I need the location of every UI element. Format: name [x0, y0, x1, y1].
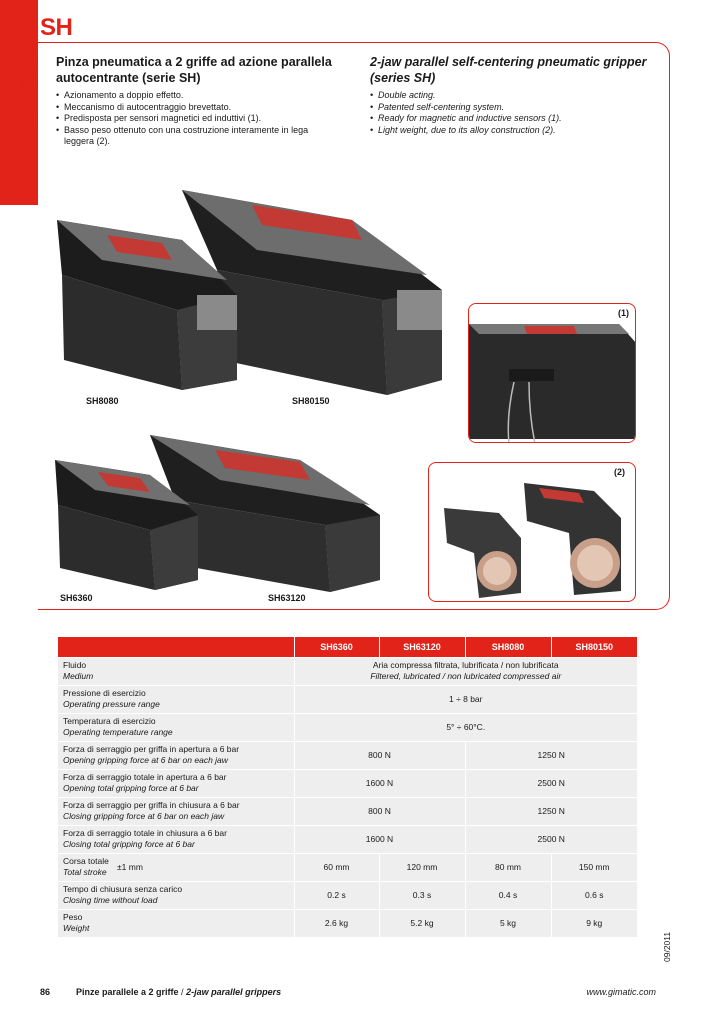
table-cell: 800 N: [294, 741, 465, 769]
row-label: [58, 853, 294, 881]
bullet-item: • Double acting.: [370, 90, 650, 102]
label-en: Opening gripping force at 6 bar on each jaw: [63, 755, 228, 765]
bullet-item: • Predisposta per sensori magnetici ed induttivi (1).: [56, 113, 336, 125]
row-label: [58, 657, 294, 685]
alloy-profile-illustration: [429, 463, 636, 602]
table-row: [58, 685, 637, 713]
label-en: Operating temperature range: [63, 727, 173, 737]
tolerance-note: ±1 mm: [117, 861, 143, 872]
table-cell: 2500 N: [465, 825, 637, 853]
intro-title-it: Pinza pneumatica a 2 griffe ad azione parallela autocentrante (serie SH): [56, 55, 332, 85]
label-en: Operating pressure range: [63, 699, 160, 709]
row-label: [58, 769, 294, 797]
label-it: Fluido: [63, 660, 87, 670]
table-cell: 5° ÷ 60°C.: [294, 713, 637, 741]
label-en: Closing time without load: [63, 895, 158, 905]
table-cell: 0.4 s: [465, 881, 551, 909]
table-cell: 150 mm: [551, 853, 637, 881]
table-row: [58, 881, 637, 909]
table-cell: 1250 N: [465, 797, 637, 825]
footer-separator: /: [178, 987, 187, 997]
table-row: [58, 825, 637, 853]
row-label: [58, 713, 294, 741]
table-cell: [294, 657, 637, 685]
bullet-list-it: [56, 90, 336, 148]
table-row: [58, 853, 637, 881]
label-it: Pressione di esercizio: [63, 688, 146, 698]
table-row: [58, 909, 637, 937]
table-cell: 1250 N: [465, 741, 637, 769]
table-cell: 60 mm: [294, 853, 379, 881]
footer-url[interactable]: www.gimatic.com: [586, 987, 656, 997]
sensor-illustration: [469, 304, 636, 443]
label-it: Temperatura di esercizio: [63, 716, 156, 726]
table-row: [58, 657, 637, 685]
label-it: Tempo di chiusura senza carico: [63, 884, 183, 894]
inset-number-2: (2): [614, 467, 625, 477]
table-cell: 0.2 s: [294, 881, 379, 909]
intro-english: [370, 54, 650, 136]
label-en: Weight: [63, 923, 90, 933]
table-row: [58, 769, 637, 797]
table-cell: 9 kg: [551, 909, 637, 937]
table-cell: 1 ÷ 8 bar: [294, 685, 637, 713]
label-en: Opening total gripping force at 6 bar: [63, 783, 199, 793]
label-it: Forza di serraggio totale in apertura a 6 bar: [63, 772, 227, 782]
row-label: [58, 685, 294, 713]
side-label-it: PINZE PNEUMATICHE: [18, 48, 27, 132]
page-number: 86: [40, 987, 51, 997]
table-header-row: [58, 637, 637, 657]
table-cell: 5 kg: [465, 909, 551, 937]
inset-alloy-photo: [428, 462, 636, 602]
header-cell: SH8080: [465, 637, 551, 657]
bullet-item: • Azionamento a doppio effetto.: [56, 90, 336, 102]
bullet-list-en: [370, 90, 650, 136]
product-photo-sh8080-sh80150: [52, 180, 452, 395]
side-category-label: [18, 48, 36, 208]
bullet-item: • Ready for magnetic and inductive sensors (1).: [370, 113, 650, 125]
product-photo-sh6360-sh63120: [50, 430, 390, 595]
table-cell: 80 mm: [465, 853, 551, 881]
label-it: Forza di serraggio totale in chiusura a 6 bar: [63, 828, 227, 838]
label-en: Total stroke: [63, 867, 107, 877]
header-cell: SH6360: [294, 637, 379, 657]
bullet-item: • Light weight, due to its alloy construction (2).: [370, 125, 650, 137]
label-it: Forza di serraggio per griffa in chiusura a 6 bar: [63, 800, 240, 810]
intro-italian: [56, 54, 336, 148]
table-cell: 800 N: [294, 797, 465, 825]
spec-table: [58, 637, 637, 938]
inset-number-1: (1): [618, 308, 629, 318]
intro-title-en: 2-jaw parallel self-centering pneumatic gripper (series SH): [370, 55, 647, 85]
bullet-item: • Patented self-centering system.: [370, 102, 650, 114]
row-label: [58, 881, 294, 909]
table-cell: 120 mm: [379, 853, 465, 881]
row-label: [58, 797, 294, 825]
table-cell: 5.2 kg: [379, 909, 465, 937]
footer-title-en: 2-jaw parallel grippers: [186, 987, 282, 997]
model-label-sh63120: SH63120: [268, 593, 306, 603]
model-label-sh8080: SH8080: [86, 396, 119, 406]
row-label: [58, 909, 294, 937]
model-label-sh6360: SH6360: [60, 593, 93, 603]
table-row: [58, 797, 637, 825]
bullet-item: • Meccanismo di autocentraggio brevettato.: [56, 102, 336, 114]
header-cell: SH63120: [379, 637, 465, 657]
table-cell: 1600 N: [294, 769, 465, 797]
row-label: [58, 825, 294, 853]
footer-date: 09/2011: [662, 931, 672, 962]
table-row: [58, 741, 637, 769]
header-blank: [58, 637, 294, 657]
header-cell: SH80150: [551, 637, 637, 657]
table-cell: 0.3 s: [379, 881, 465, 909]
value-it: Aria compressa filtrata, lubrificata / non lubrificata: [372, 660, 559, 670]
inset-sensor-photo: [468, 303, 636, 443]
label-en: Closing total gripping force at 6 bar: [63, 839, 195, 849]
label-en: Medium: [63, 671, 94, 681]
value-en: Filtered, lubricated / non lubricated compressed air: [370, 671, 562, 681]
bullet-item: • Basso peso ottenuto con una costruzione interamente in lega leggera (2).: [56, 125, 336, 148]
row-label: [58, 741, 294, 769]
table-cell: 0.6 s: [551, 881, 637, 909]
label-it: Forza di serraggio per griffa in apertura a 6 bar: [63, 744, 240, 754]
table-cell: 2.6 kg: [294, 909, 379, 937]
table-row: [58, 713, 637, 741]
page-title: SH: [40, 14, 73, 41]
side-label-en: PNEUMATIC GRIPPERS: [27, 48, 36, 139]
label-it: Peso: [63, 912, 83, 922]
table-cell: 2500 N: [465, 769, 637, 797]
label-it: Corsa totale: [63, 856, 109, 866]
table-cell: 1600 N: [294, 825, 465, 853]
footer-title-it: Pinze parallele a 2 griffe: [76, 987, 179, 997]
footer-title: [76, 987, 281, 997]
label-en: Closing gripping force at 6 bar on each jaw: [63, 811, 225, 821]
model-label-sh80150: SH80150: [292, 396, 330, 406]
